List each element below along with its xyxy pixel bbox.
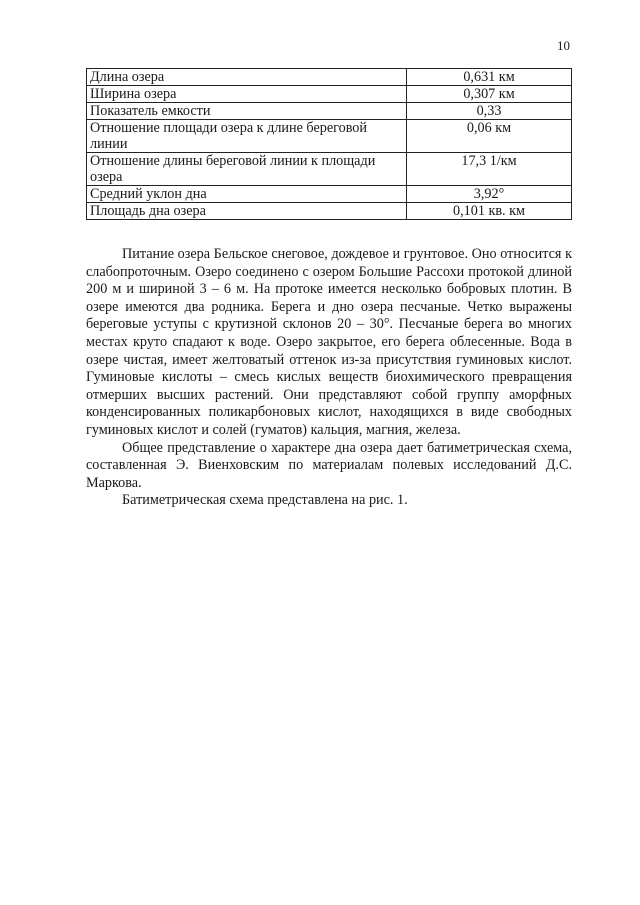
row-label: Отношение длины береговой линии к площади озера xyxy=(87,153,407,186)
row-value: 0,06 км xyxy=(407,120,572,153)
table-row xyxy=(87,203,572,220)
row-value: 3,92° xyxy=(407,186,572,203)
row-label: Показатель емкости xyxy=(87,103,407,120)
body-text xyxy=(86,246,572,510)
row-value: 17,3 1/км xyxy=(407,153,572,186)
lake-parameters-table xyxy=(86,68,572,220)
paragraph-bathymetry-intro: Общее представление о характере дна озера дает батиметрическая схема, составленная Э. Виенховским по материалам полевых исследований Д.С. Маркова. xyxy=(86,439,572,491)
row-label: Средний уклон дна xyxy=(87,186,407,203)
row-value: 0,631 км xyxy=(407,69,572,86)
table-row xyxy=(87,86,572,103)
table-row xyxy=(87,103,572,120)
row-label: Площадь дна озера xyxy=(87,203,407,220)
row-value: 0,101 кв. км xyxy=(407,203,572,220)
page-number: 10 xyxy=(557,38,570,53)
table-row xyxy=(87,186,572,203)
table-row xyxy=(87,120,572,153)
table-row xyxy=(87,153,572,186)
row-label: Длина озера xyxy=(87,69,407,86)
paragraph-lake-feeding: Питание озера Бельское снеговое, дождевое и грунтовое. Оно относится к слабопроточным. Озеро соединено с озером Большие Рассохи протокой длиной 200 м и шириной 3 – 6 м. На протоке имеется несколько бобровых плотин. В озере имеются два родника. Берега и дно озера песчаные. Четко выражены береговые уступы с крутизной склонов 20 – 30°. Песчаные берега во многих местах круто спадают к воде. Озеро закрытое, его берега облесенные. Вода в озере чистая, имеет желтоватый оттенок из-за присутствия гуминовых кислот. Гуминовые кислоты – смесь кислых веществ биохимического превращения отмерших высших растений. Они представляют собой группу аморфных конденсированных поликарбоновых кислот, находящихся в виде свободных гуминовых кислот и солей (гуматов) кальция, магния, железа. xyxy=(86,246,572,438)
table-row xyxy=(87,69,572,86)
row-label: Отношение площади озера к длине береговой линии xyxy=(87,120,407,153)
paragraph-figure-reference: Батиметрическая схема представлена на рис. 1. xyxy=(122,492,408,509)
row-label: Ширина озера xyxy=(87,86,407,103)
row-value: 0,33 xyxy=(407,103,572,120)
row-value: 0,307 км xyxy=(407,86,572,103)
